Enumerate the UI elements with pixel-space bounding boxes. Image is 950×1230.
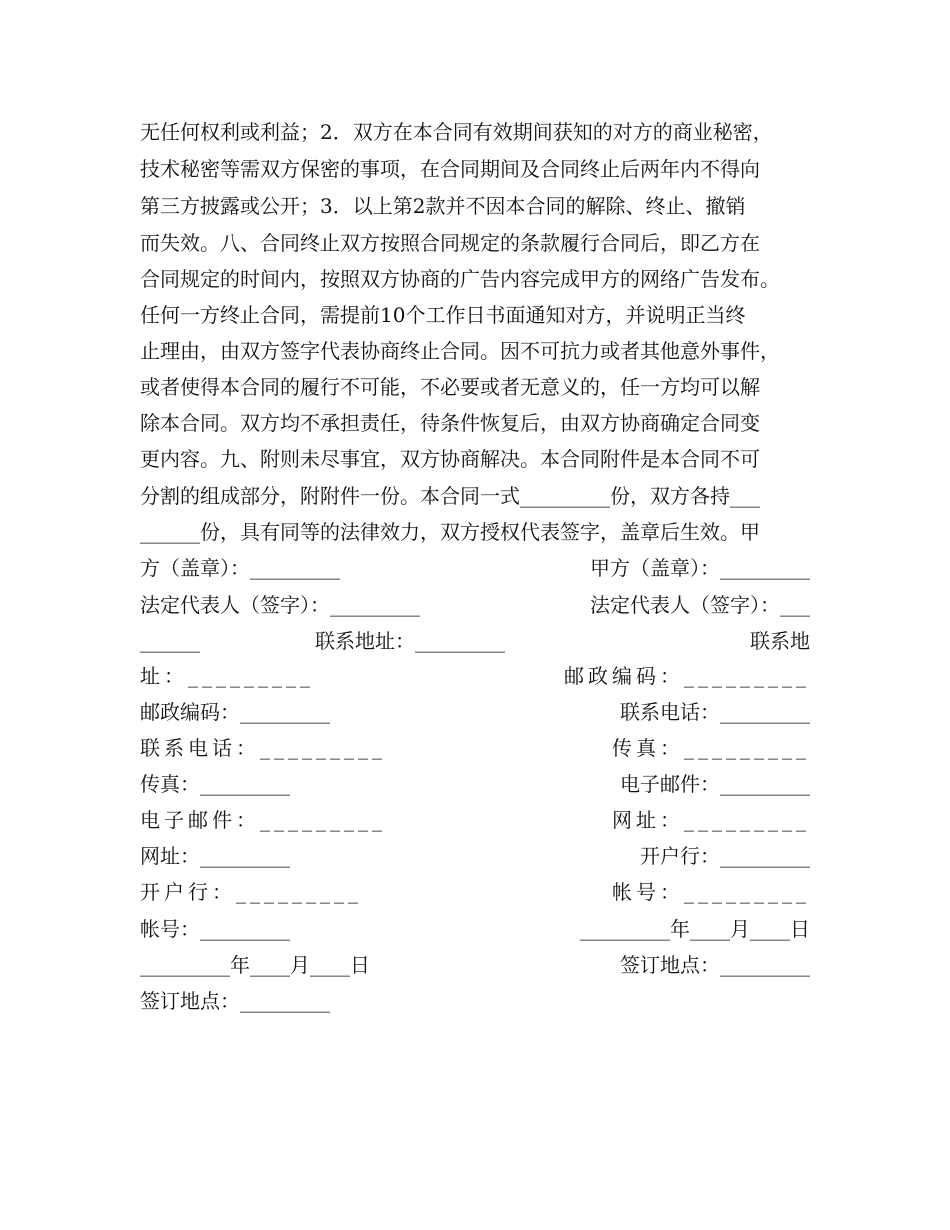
party-a-address: 联系地址：_________ [315, 629, 505, 653]
body-line: 技术秘密等需双方保密的事项，在合同期间及合同终止后两年内不得向 [140, 157, 760, 181]
party-b-fax: 传真：_________ [140, 772, 290, 796]
body-line: 合同规定的时间内，按照双方协商的广告内容完成甲方的网络广告发布。 [140, 267, 780, 291]
body-line: 第三方披露或公开；3．以上第2款并不因本合同的解除、终止、撤销 [140, 194, 746, 218]
party-b-website: 网址：_________ [140, 844, 290, 868]
party-b-email: 电子邮件：_________ [140, 808, 386, 832]
party-a-seal: 方（盖章）：_________ [140, 556, 340, 580]
party-a-website: 网址：_________ [612, 808, 810, 832]
body-line: 分割的组成部分，附附件一份。本合同一式_________份，双方各持___ [140, 484, 760, 508]
party-b-seal: 甲方（盖章）：_________ [590, 556, 810, 580]
body-line: 除本合同。双方均不承担责任，待条件恢复后，由双方协商确定合同变 [140, 411, 760, 435]
body-line: 无任何权利或利益；2．双方在本合同有效期间获知的对方的商业秘密， [140, 120, 773, 144]
party-b-address-cont: 址：_________ [140, 664, 314, 688]
body-line: 止理由，由双方签字代表协商终止合同。因不可抗力或者其他意外事件， [140, 339, 780, 363]
body-line: 而失效。八、合同终止双方按照合同规定的条款履行合同后，即乙方在 [140, 231, 760, 255]
party-b-account: 帐号：_________ [140, 917, 290, 941]
party-b-phone: 联系电话：_________ [140, 736, 386, 760]
party-a-fax: 传真：_________ [612, 736, 810, 760]
body-line: 或者使得本合同的履行不可能，不必要或者无意义的，任一方均可以解 [140, 375, 760, 399]
party-a-account: 帐号：_________ [612, 880, 810, 904]
party-a-bank: 开户行：_________ [640, 844, 810, 868]
party-a-sign-place: 签订地点：_________ [620, 953, 810, 977]
party-a-legal-rep: 法定代表人（签字）：_________ [140, 593, 420, 617]
party-a-email: 电子邮件：_________ [620, 772, 810, 796]
party-b-sign-place: 签订地点：_________ [140, 989, 330, 1013]
body-line: 更内容。九、附则未尽事宜，双方协商解决。本合同附件是本合同不可 [140, 447, 760, 471]
party-b-address-start: 联系地 [750, 629, 810, 653]
party-b-bank: 开户行：_________ [140, 880, 362, 904]
party-b-legal-rep: 法定代表人（签字）：___ [590, 593, 810, 617]
body-line: ______份，具有同等的法律效力，双方授权代表签字，盖章后生效。甲 [140, 520, 760, 544]
party-a-phone: 联系电话：_________ [620, 700, 810, 724]
party-a-date: _________年____月____日 [580, 917, 810, 941]
legal-rep-blank-cont: ______ [140, 629, 200, 653]
body-line: 任何一方终止合同，需提前10个工作日书面通知对方，并说明正当终 [140, 303, 746, 327]
party-a-postcode: 邮政编码：_________ [564, 664, 810, 688]
party-b-postcode: 邮政编码：_________ [140, 700, 330, 724]
party-b-date: _________年____月____日 [140, 953, 370, 977]
